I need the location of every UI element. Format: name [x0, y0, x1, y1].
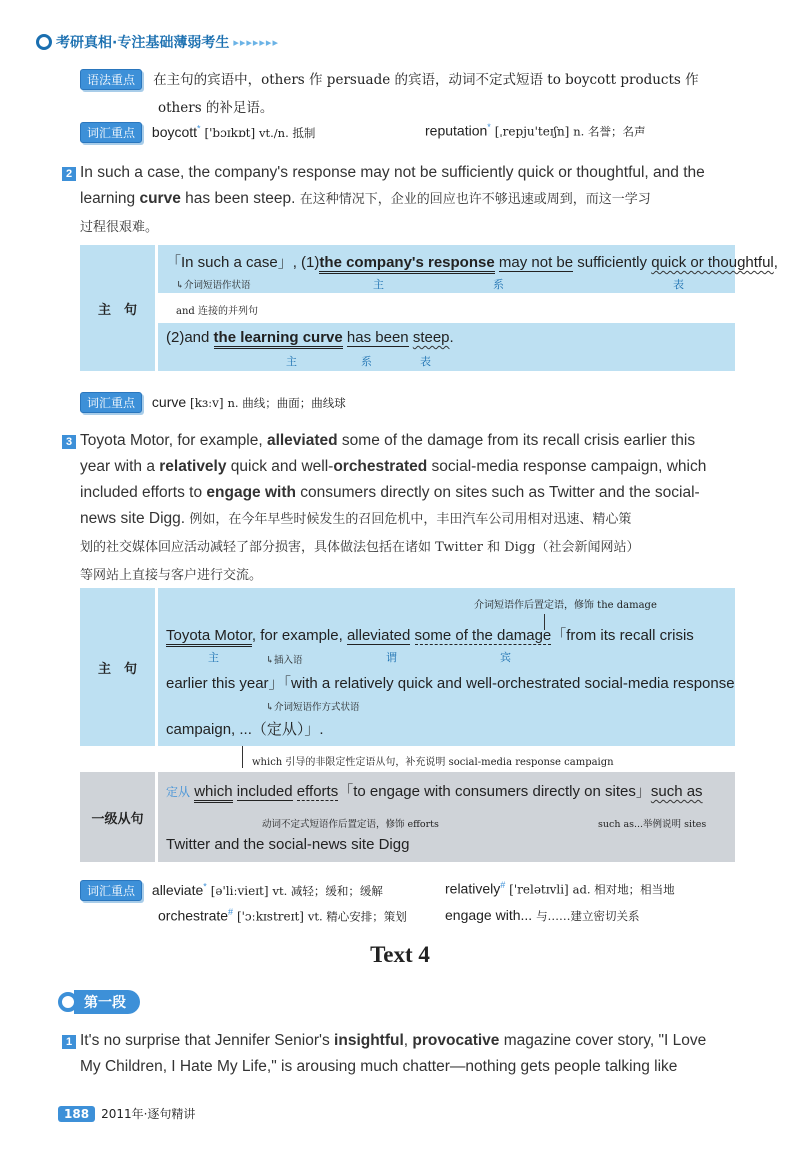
sentence-text: has been steep.: [180, 190, 300, 207]
label-verb: 谓: [386, 651, 397, 664]
analysis-table-3-main: [80, 588, 735, 746]
keyword: engage with: [206, 484, 296, 501]
sentence-3: [62, 428, 752, 589]
clause-text: sufficiently: [573, 254, 652, 271]
sub-clause-cell: [158, 772, 735, 862]
sentence-number: 3: [62, 435, 76, 449]
definition: ad. 相对地；相当地: [572, 882, 675, 897]
vocab-entry: [445, 880, 675, 898]
predicative: steep: [412, 329, 450, 346]
sentence-number: 1: [62, 1035, 76, 1049]
header-title: 考研真相·专注基础薄弱考生: [56, 35, 230, 51]
keyword: such as: [650, 783, 703, 800]
page-number: 188: [58, 1106, 95, 1122]
vocab-row-2: [158, 907, 740, 925]
vocab-note-1: [80, 122, 740, 143]
header-arrows: ▸▸▸▸▸▸▸: [233, 35, 279, 49]
keyword: alleviated: [266, 432, 338, 449]
grammar-text-1: 在主句的宾语中，others 作 persuade 的宾语，动词不定式短语 to boycott products 作: [153, 72, 699, 88]
annotation: which 引导的非限定性定语从句，补充说明 social-media response campaign: [252, 757, 614, 768]
analysis-table-3-sub: [80, 772, 735, 862]
verb: alleviated: [346, 627, 411, 644]
pronunciation: [ə'liːvieɪt]: [210, 884, 269, 898]
annotation: 介词短语作后置定语，修饰 the damage: [474, 600, 657, 611]
vocab-word: alleviate: [151, 882, 204, 898]
translation: 在这种情况下，企业的回应也许不够迅速或周到，而这一学习: [299, 192, 651, 207]
translation: 划的社交媒体回应活动减轻了部分损害，具体做法包括在诸如 Twitter 和 Digg（社会新闻网站）: [80, 540, 640, 555]
definition: vt. 精心安排；策划: [307, 909, 407, 924]
search-logo-icon: [58, 992, 78, 1012]
clause-text: earlier this year」「with a relatively quick and well-orchestrated social-media response: [166, 675, 735, 692]
sentence-text: consumers directly on sites such as Twitter and the social-: [295, 484, 700, 501]
table-label: 主 句: [80, 245, 155, 371]
definition: vt. 减轻；缓和；缓解: [272, 884, 383, 898]
analysis-table-2: [80, 245, 778, 371]
translation: 过程很艰难。: [80, 220, 159, 235]
vocab-word: relatively: [445, 880, 501, 897]
clause-text: 「In such a case」, (1): [166, 254, 320, 271]
subject: Toyota Motor: [166, 627, 252, 647]
page-footer: [58, 1105, 195, 1122]
star-mark: *: [197, 123, 201, 134]
text4-sentence-1: [62, 1028, 752, 1080]
sentence-text: In such a case, the company's response may not be sufficiently quick or thoughtful, and the: [80, 164, 705, 181]
grammar-tag: 语法重点: [80, 69, 142, 90]
punct: ,: [773, 254, 778, 271]
star-mark: *: [203, 881, 207, 892]
keyword: orchestrated: [333, 458, 428, 475]
vocab-word: reputation: [425, 122, 488, 139]
sentence-text: quick and well-: [226, 458, 334, 475]
annotation: such as...举例说明 sites: [598, 819, 707, 830]
vocab-tag: 词汇重点: [80, 880, 142, 901]
vocab-note-2: [80, 392, 346, 413]
keyword: curve: [139, 190, 181, 207]
footer-text: 2011年·逐句精讲: [101, 1107, 196, 1121]
sentence-text: It's no surprise that Jennifer Senior's: [80, 1032, 335, 1049]
grammar-note: [80, 68, 740, 116]
annotation: ↳介词短语作状语: [176, 280, 251, 291]
sentence-text: included efforts to: [80, 484, 207, 501]
sentence-text: social-media response campaign, which: [427, 458, 707, 475]
table-row-3: [158, 323, 735, 371]
object: efforts: [296, 783, 339, 800]
sentence-2: [62, 160, 742, 241]
translation: 等网站上直接与客户进行交流。: [80, 568, 263, 583]
sentence-text: My Children, I Hate My Life," is arousing much chatter—nothing gets people talking like: [80, 1058, 678, 1075]
definition: n. 名誉；名声: [573, 124, 646, 139]
clause-tag: 定从: [166, 785, 191, 799]
pronunciation: [ˌrepju'teɪʃn]: [494, 124, 570, 139]
verb: may not be: [498, 254, 574, 271]
annotation: and 连接的并列句: [176, 306, 258, 317]
sentence-text: learning: [80, 190, 140, 207]
label-link: 系: [361, 355, 372, 368]
sentence-text: year with a: [80, 458, 160, 475]
keyword: provocative: [412, 1032, 500, 1049]
annotation: ↳插入语: [266, 655, 303, 666]
pronunciation: ['bɔɪkɒt]: [204, 126, 256, 140]
label-predicative: 表: [673, 278, 684, 291]
sentence-text: some of the damage from its recall crisis earlier this: [337, 432, 696, 449]
vocab-word: engage with...: [445, 907, 533, 923]
definition: 与……建立密切关系: [536, 909, 640, 923]
verb: included: [236, 783, 293, 800]
table-row-2: [158, 295, 735, 321]
clause-text: (2)and: [166, 329, 214, 346]
vocab-tag: 词汇重点: [80, 122, 142, 143]
subject: the company's response: [319, 254, 494, 274]
clause-text: 「from its recall crisis: [551, 627, 694, 644]
vocab-entry: [445, 907, 640, 924]
pronunciation: ['ɔːkɪstreɪt]: [236, 909, 304, 924]
main-clause-cell: [158, 588, 735, 746]
star-mark: #: [500, 880, 506, 890]
clause-text: , for example,: [251, 627, 347, 644]
pronunciation: [kɜːv]: [190, 396, 224, 410]
space: [410, 627, 414, 644]
keyword: insightful: [334, 1032, 404, 1049]
label-object: 宾: [500, 651, 511, 664]
star-mark: #: [228, 907, 234, 917]
label-predicative: 表: [420, 355, 431, 368]
vocab-entry-2: [425, 122, 645, 140]
annotation: ↳介词短语作方式状语: [266, 702, 360, 713]
definition: n. 曲线；曲面；曲线球: [227, 396, 346, 410]
star-mark: *: [487, 122, 491, 132]
grammar-text-2: others 的补足语。: [158, 100, 274, 116]
translation: 例如，在今年早些时候发生的召回危机中，丰田汽车公司用相对迅速、精心策: [189, 512, 632, 527]
section-title: Text 4: [370, 942, 430, 967]
label-subject: 主: [286, 355, 297, 368]
keyword: relatively: [159, 458, 227, 475]
vocab-note-3: [80, 880, 740, 925]
clause-text: 「to engage with consumers directly on sites」: [338, 783, 651, 800]
label-subject: 主: [373, 278, 384, 291]
connector-line: [242, 746, 243, 768]
sentence-text: magazine cover story, "I Love: [499, 1032, 707, 1049]
predicative: quick or thoughtful: [651, 254, 774, 271]
sentence-text: ,: [403, 1032, 413, 1049]
search-logo-icon: [36, 34, 52, 50]
definition: vt./n. 抵制: [259, 126, 316, 140]
table-row-1: [158, 245, 778, 293]
vocab-word: curve: [151, 394, 187, 410]
sentence-text: news site Digg.: [80, 510, 190, 527]
annotation: 动词不定式短语作后置定语，修饰 efforts: [262, 819, 439, 830]
vocab-tag: 词汇重点: [80, 392, 142, 413]
verb: has been: [346, 329, 409, 346]
punct: .: [449, 329, 454, 346]
pronunciation: ['relətɪvli]: [509, 882, 569, 897]
label-link: 系: [493, 278, 504, 291]
label-subject: 主: [208, 651, 219, 664]
paragraph-badge: [58, 990, 140, 1014]
sentence-number: 2: [62, 167, 76, 181]
clause-text: Twitter and the social-news site Digg: [166, 836, 410, 853]
section-tag: 第一段: [74, 990, 140, 1014]
clause-text: campaign, ...（定从）」.: [166, 721, 324, 738]
subject: the learning curve: [214, 329, 343, 349]
vocab-word: boycott: [151, 124, 198, 140]
vocab-word: orchestrate: [158, 907, 229, 924]
table-label: 一级从句: [80, 772, 155, 862]
subject: which: [194, 783, 232, 803]
running-header: [36, 32, 279, 52]
table-label: 主 句: [80, 588, 155, 746]
sentence-text: Toyota Motor, for example,: [80, 432, 267, 449]
object: some of the damage: [414, 627, 552, 644]
